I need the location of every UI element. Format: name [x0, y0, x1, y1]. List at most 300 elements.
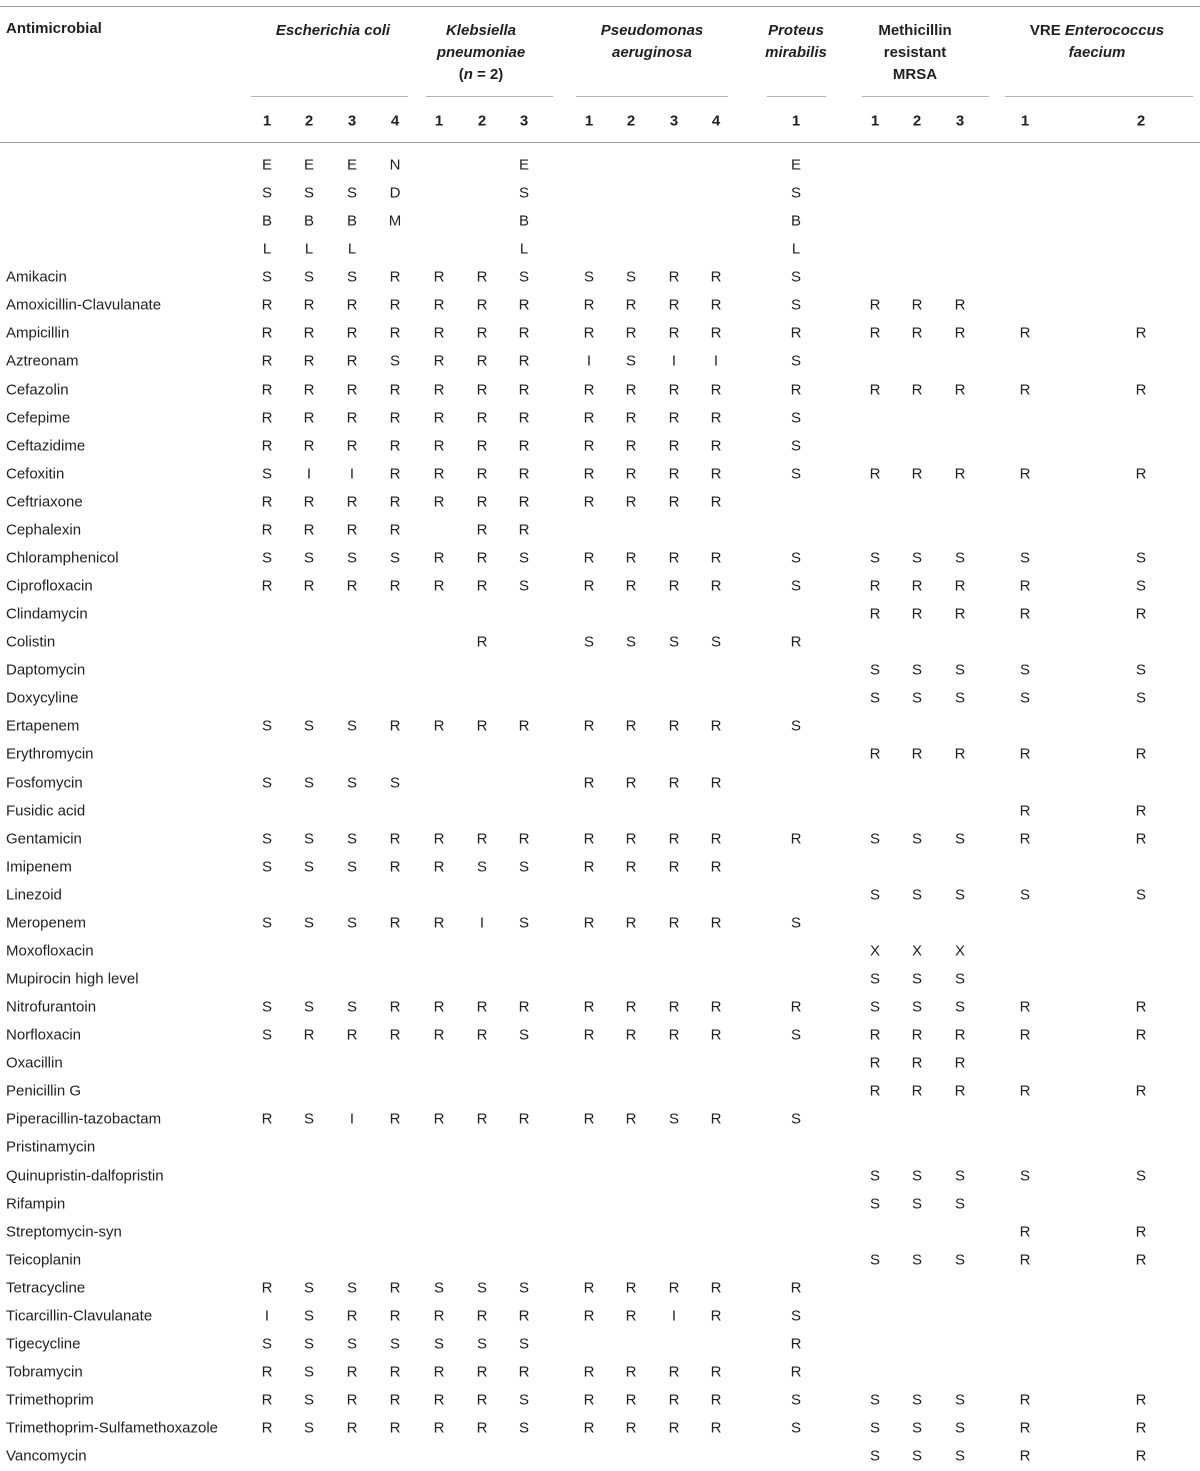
- susceptibility-cell: R: [625, 493, 637, 511]
- organism-underline: [426, 96, 553, 97]
- susceptibility-cell: R: [303, 324, 315, 342]
- susceptibility-cell: R: [710, 465, 722, 483]
- susceptibility-cell: S: [911, 830, 923, 848]
- susceptibility-cell: R: [1019, 1391, 1031, 1409]
- organism-header-ecoli: [276, 20, 390, 42]
- antimicrobial-name: Colistin: [6, 633, 56, 651]
- susceptibility-cell: B: [518, 212, 530, 230]
- antimicrobial-name: Rifampin: [6, 1195, 66, 1213]
- susceptibility-cell: R: [518, 409, 530, 427]
- antimicrobial-name: Linezoid: [6, 886, 62, 904]
- antimicrobial-name: Clindamycin: [6, 605, 88, 623]
- susceptibility-cell: R: [583, 914, 595, 932]
- susceptibility-cell: R: [476, 1363, 488, 1381]
- isolate-header: 2: [912, 112, 922, 130]
- susceptibility-cell: R: [710, 1307, 722, 1325]
- susceptibility-cell: R: [1019, 324, 1031, 342]
- organism-header-text: = 2): [472, 66, 504, 83]
- susceptibility-cell: R: [911, 745, 923, 763]
- susceptibility-cell: R: [668, 465, 680, 483]
- susceptibility-cell: S: [346, 914, 358, 932]
- susceptibility-cell: R: [261, 577, 273, 595]
- antimicrobial-name: Vancomycin: [6, 1447, 87, 1465]
- susceptibility-cell: S: [261, 465, 273, 483]
- susceptibility-cell: R: [346, 324, 358, 342]
- susceptibility-cell: R: [583, 409, 595, 427]
- susceptibility-cell: S: [518, 577, 530, 595]
- organism-header-line: [1030, 42, 1164, 64]
- susceptibility-cell: S: [954, 689, 966, 707]
- susceptibility-cell: R: [710, 324, 722, 342]
- susceptibility-cell: R: [389, 1363, 401, 1381]
- susceptibility-cell: R: [710, 774, 722, 792]
- susceptibility-cell: R: [1019, 802, 1031, 820]
- susceptibility-cell: R: [668, 409, 680, 427]
- organism-header-text: n: [463, 66, 473, 83]
- susceptibility-cell: R: [583, 577, 595, 595]
- susceptibility-cell: S: [346, 717, 358, 735]
- susceptibility-cell: R: [869, 1082, 881, 1100]
- susceptibility-cell: S: [911, 1391, 923, 1409]
- susceptibility-cell: R: [1019, 1251, 1031, 1269]
- susceptibility-cell: I: [264, 1307, 270, 1325]
- isolate-header: 1: [1020, 112, 1030, 130]
- susceptibility-cell: S: [1135, 1167, 1147, 1185]
- organism-underline: [251, 96, 408, 97]
- susceptibility-cell: R: [954, 745, 966, 763]
- susceptibility-cell: S: [790, 352, 802, 370]
- susceptibility-cell: R: [433, 409, 445, 427]
- susceptibility-cell: R: [389, 296, 401, 314]
- susceptibility-cell: R: [710, 830, 722, 848]
- susceptibility-cell: S: [303, 1419, 315, 1437]
- susceptibility-cell: R: [389, 268, 401, 286]
- antimicrobial-name: Ciprofloxacin: [6, 577, 93, 595]
- susceptibility-cell: R: [1135, 998, 1147, 1016]
- susceptibility-cell: S: [954, 1391, 966, 1409]
- antimicrobial-name: Fosfomycin: [6, 774, 83, 792]
- susceptibility-cell: I: [479, 914, 485, 932]
- susceptibility-cell: R: [518, 296, 530, 314]
- susceptibility-cell: R: [710, 381, 722, 399]
- susceptibility-cell: R: [869, 324, 881, 342]
- susceptibility-cell: R: [911, 465, 923, 483]
- isolate-header: 1: [584, 112, 594, 130]
- organism-header-line: [437, 42, 525, 64]
- susceptibility-cell: R: [346, 1363, 358, 1381]
- susceptibility-cell: R: [261, 352, 273, 370]
- susceptibility-cell: R: [668, 1419, 680, 1437]
- top-rule: [0, 6, 1200, 7]
- antimicrobial-name: Cefepime: [6, 409, 71, 427]
- susceptibility-cell: R: [433, 830, 445, 848]
- susceptibility-cell: S: [303, 998, 315, 1016]
- susceptibility-cell: R: [790, 1363, 802, 1381]
- antimicrobial-name: Gentamicin: [6, 830, 82, 848]
- susceptibility-cell: S: [1135, 577, 1147, 595]
- susceptibility-cell: S: [583, 633, 595, 651]
- organism-header-line: [437, 64, 525, 86]
- susceptibility-cell: S: [1135, 661, 1147, 679]
- susceptibility-cell: S: [954, 1447, 966, 1465]
- susceptibility-cell: R: [625, 549, 637, 567]
- antimicrobial-name: Pristinamycin: [6, 1138, 96, 1156]
- susceptibility-cell: R: [625, 717, 637, 735]
- susceptibility-cell: R: [303, 352, 315, 370]
- susceptibility-cell: R: [1019, 1223, 1031, 1241]
- susceptibility-cell: R: [518, 1110, 530, 1128]
- susceptibility-cell: S: [1019, 1167, 1031, 1185]
- susceptibility-cell: R: [668, 774, 680, 792]
- susceptibility-cell: R: [476, 268, 488, 286]
- susceptibility-cell: R: [1135, 605, 1147, 623]
- susceptibility-cell: R: [433, 493, 445, 511]
- susceptibility-cell: R: [710, 268, 722, 286]
- susceptibility-cell: E: [346, 156, 358, 174]
- susceptibility-cell: R: [668, 1279, 680, 1297]
- antimicrobial-name: Penicillin G: [6, 1082, 82, 1100]
- isolate-header: 1: [434, 112, 444, 130]
- susceptibility-cell: R: [869, 1054, 881, 1072]
- susceptibility-cell: R: [261, 1279, 273, 1297]
- susceptibility-cell: S: [433, 1335, 445, 1353]
- susceptibility-cell: E: [518, 156, 530, 174]
- susceptibility-cell: R: [518, 830, 530, 848]
- susceptibility-cell: R: [1019, 465, 1031, 483]
- susceptibility-cell: R: [869, 381, 881, 399]
- susceptibility-cell: R: [433, 324, 445, 342]
- antimicrobial-name: Ceftriaxone: [6, 493, 83, 511]
- susceptibility-cell: R: [1019, 605, 1031, 623]
- susceptibility-cell: S: [518, 549, 530, 567]
- susceptibility-cell: S: [303, 1335, 315, 1353]
- susceptibility-cell: S: [303, 549, 315, 567]
- susceptibility-cell: S: [911, 1251, 923, 1269]
- susceptibility-cell: S: [518, 914, 530, 932]
- susceptibility-cell: R: [710, 1026, 722, 1044]
- susceptibility-cell: R: [476, 1419, 488, 1437]
- susceptibility-cell: S: [1019, 549, 1031, 567]
- susceptibility-cell: S: [261, 858, 273, 876]
- susceptibility-cell: R: [710, 437, 722, 455]
- susceptibility-cell: S: [790, 1026, 802, 1044]
- susceptibility-cell: R: [1135, 1082, 1147, 1100]
- susceptibility-cell: S: [303, 858, 315, 876]
- susceptibility-cell: S: [583, 268, 595, 286]
- antimicrobial-name: Ticarcillin-Clavulanate: [6, 1307, 153, 1325]
- susceptibility-cell: R: [433, 858, 445, 876]
- susceptibility-cell: X: [869, 942, 881, 960]
- susceptibility-cell: R: [433, 1419, 445, 1437]
- susceptibility-cell: S: [389, 352, 401, 370]
- susceptibility-cell: R: [911, 577, 923, 595]
- susceptibility-cell: S: [303, 914, 315, 932]
- susceptibility-cell: I: [671, 352, 677, 370]
- susceptibility-cell: S: [869, 661, 881, 679]
- susceptibility-cell: R: [869, 745, 881, 763]
- antimicrobial-name: Cephalexin: [6, 521, 82, 539]
- organism-header-text: Klebsiella: [445, 22, 517, 39]
- susceptibility-cell: R: [476, 830, 488, 848]
- susceptibility-cell: S: [790, 717, 802, 735]
- antimicrobial-name: Trimethoprim-Sulfamethoxazole: [6, 1419, 219, 1437]
- organism-header-pmirabilis: [765, 20, 827, 64]
- susceptibility-cell: S: [911, 1195, 923, 1213]
- susceptibility-cell: S: [303, 1279, 315, 1297]
- susceptibility-cell: I: [713, 352, 719, 370]
- susceptibility-cell: R: [668, 437, 680, 455]
- organism-header-text: pneumoniae: [436, 44, 526, 61]
- susceptibility-cell: R: [710, 409, 722, 427]
- susceptibility-cell: R: [346, 1307, 358, 1325]
- susceptibility-cell: S: [1019, 689, 1031, 707]
- susceptibility-cell: S: [954, 970, 966, 988]
- organism-header-text: mirabilis: [765, 44, 827, 61]
- susceptibility-cell: R: [346, 1419, 358, 1437]
- susceptibility-cell: R: [583, 1279, 595, 1297]
- susceptibility-cell: R: [303, 521, 315, 539]
- susceptibility-cell: R: [346, 493, 358, 511]
- susceptibility-cell: R: [625, 1363, 637, 1381]
- susceptibility-cell: R: [668, 577, 680, 595]
- susceptibility-cell: S: [790, 1391, 802, 1409]
- susceptibility-cell: R: [583, 1026, 595, 1044]
- antimicrobial-name: Streptomycin-syn: [6, 1223, 122, 1241]
- organism-header-text: Pseudomonas: [600, 22, 704, 39]
- susceptibility-cell: R: [1019, 1447, 1031, 1465]
- susceptibility-cell: R: [710, 1279, 722, 1297]
- susceptibility-cell: S: [625, 352, 637, 370]
- susceptibility-cell: R: [911, 1054, 923, 1072]
- antimicrobial-name: Piperacillin-tazobactam: [6, 1110, 162, 1128]
- susceptibility-cell: R: [1135, 1223, 1147, 1241]
- susceptibility-cell: R: [668, 296, 680, 314]
- susceptibility-cell: R: [346, 437, 358, 455]
- col-header-antimicrobial: Antimicrobial: [6, 20, 102, 37]
- susceptibility-cell: R: [583, 465, 595, 483]
- susceptibility-cell: R: [625, 324, 637, 342]
- susceptibility-cell: B: [346, 212, 358, 230]
- susceptibility-cell: R: [433, 465, 445, 483]
- susceptibility-cell: R: [625, 1391, 637, 1409]
- susceptibility-cell: R: [911, 1082, 923, 1100]
- antimicrobial-name: Ceftazidime: [6, 437, 86, 455]
- antimicrobial-name: Aztreonam: [6, 352, 79, 370]
- susceptibility-cell: R: [518, 521, 530, 539]
- susceptibility-cell: S: [625, 633, 637, 651]
- susceptibility-cell: R: [710, 577, 722, 595]
- susceptibility-cell: R: [433, 1307, 445, 1325]
- susceptibility-cell: R: [518, 381, 530, 399]
- organism-header-line: [601, 42, 704, 64]
- susceptibility-cell: R: [710, 1419, 722, 1437]
- susceptibility-cell: S: [710, 633, 722, 651]
- susceptibility-cell: S: [1019, 886, 1031, 904]
- susceptibility-cell: R: [583, 493, 595, 511]
- susceptibility-cell: R: [583, 381, 595, 399]
- susceptibility-cell: R: [518, 1363, 530, 1381]
- antimicrobial-name: Cefoxitin: [6, 465, 65, 483]
- susceptibility-cell: R: [583, 830, 595, 848]
- susceptibility-cell: R: [710, 1391, 722, 1409]
- susceptibility-cell: S: [346, 184, 358, 202]
- susceptibility-cell: R: [625, 830, 637, 848]
- susceptibility-cell: R: [346, 352, 358, 370]
- susceptibility-cell: R: [389, 1026, 401, 1044]
- susceptibility-cell: R: [583, 717, 595, 735]
- organism-underline: [576, 96, 728, 97]
- organism-underline: [767, 96, 826, 97]
- susceptibility-cell: S: [911, 549, 923, 567]
- susceptibility-cell: R: [583, 1419, 595, 1437]
- susceptibility-cell: S: [303, 774, 315, 792]
- susceptibility-cell: S: [346, 1279, 358, 1297]
- susceptibility-cell: R: [954, 465, 966, 483]
- susceptibility-cell: R: [433, 1391, 445, 1409]
- susceptibility-cell: S: [790, 1307, 802, 1325]
- susceptibility-cell: S: [911, 661, 923, 679]
- susceptibility-cell: S: [518, 1391, 530, 1409]
- susceptibility-cell: S: [954, 830, 966, 848]
- susceptibility-cell: R: [346, 1391, 358, 1409]
- susceptibility-cell: S: [261, 1335, 273, 1353]
- susceptibility-cell: R: [583, 1110, 595, 1128]
- susceptibility-cell: S: [869, 689, 881, 707]
- susceptibility-cell: R: [433, 1363, 445, 1381]
- susceptibility-cell: R: [476, 633, 488, 651]
- susceptibility-cell: S: [869, 549, 881, 567]
- antimicrobial-name: Amoxicillin-Clavulanate: [6, 296, 162, 314]
- organism-header-line: [437, 20, 525, 42]
- isolate-header: 4: [711, 112, 721, 130]
- susceptibility-cell: L: [262, 240, 272, 258]
- susceptibility-cell: R: [1019, 577, 1031, 595]
- susceptibility-cell: R: [389, 1307, 401, 1325]
- antimicrobial-name: Meropenem: [6, 914, 87, 932]
- susceptibility-cell: R: [1019, 1026, 1031, 1044]
- susceptibility-cell: S: [476, 1335, 488, 1353]
- susceptibility-cell: R: [476, 437, 488, 455]
- susceptibility-cell: R: [389, 858, 401, 876]
- susceptibility-cell: R: [790, 998, 802, 1016]
- susceptibility-cell: R: [389, 409, 401, 427]
- susceptibility-cell: R: [668, 1026, 680, 1044]
- susceptibility-cell: S: [869, 1195, 881, 1213]
- susceptibility-cell: R: [433, 914, 445, 932]
- susceptibility-cell: R: [389, 577, 401, 595]
- susceptibility-cell: S: [911, 1419, 923, 1437]
- susceptibility-cell: R: [790, 1335, 802, 1353]
- susceptibility-cell: R: [476, 549, 488, 567]
- susceptibility-cell: R: [583, 1391, 595, 1409]
- organism-header-line: [878, 64, 951, 86]
- isolate-header: 1: [262, 112, 272, 130]
- susceptibility-cell: R: [476, 1307, 488, 1325]
- susceptibility-cell: R: [433, 1110, 445, 1128]
- susceptibility-cell: R: [1019, 745, 1031, 763]
- susceptibility-cell: R: [433, 717, 445, 735]
- susceptibility-cell: S: [790, 1419, 802, 1437]
- susceptibility-cell: R: [1135, 1026, 1147, 1044]
- susceptibility-cell: R: [668, 1363, 680, 1381]
- susceptibility-cell: R: [1019, 1082, 1031, 1100]
- susceptibility-cell: R: [710, 1110, 722, 1128]
- susceptibility-cell: S: [954, 549, 966, 567]
- susceptibility-cell: R: [433, 268, 445, 286]
- susceptibility-cell: R: [954, 605, 966, 623]
- susceptibility-cell: R: [583, 1363, 595, 1381]
- susceptibility-cell: S: [303, 268, 315, 286]
- susceptibility-cell: S: [869, 830, 881, 848]
- antimicrobial-name: Fusidic acid: [6, 802, 86, 820]
- susceptibility-cell: R: [303, 409, 315, 427]
- susceptibility-cell: I: [586, 352, 592, 370]
- susceptibility-cell: S: [1135, 689, 1147, 707]
- susceptibility-cell: R: [790, 381, 802, 399]
- organism-header-text: Methicillin: [878, 22, 952, 39]
- isolate-header: 2: [626, 112, 636, 130]
- susceptibility-cell: I: [349, 1110, 355, 1128]
- susceptibility-cell: R: [954, 296, 966, 314]
- susceptibility-cell: R: [625, 465, 637, 483]
- susceptibility-cell: L: [791, 240, 801, 258]
- susceptibility-cell: S: [790, 1110, 802, 1128]
- susceptibility-cell: S: [954, 1167, 966, 1185]
- susceptibility-cell: R: [911, 324, 923, 342]
- susceptibility-cell: S: [954, 886, 966, 904]
- susceptibility-cell: R: [954, 1054, 966, 1072]
- susceptibility-cell: R: [1135, 1447, 1147, 1465]
- susceptibility-cell: R: [476, 324, 488, 342]
- susceptibility-cell: S: [911, 998, 923, 1016]
- susceptibility-cell: R: [668, 998, 680, 1016]
- susceptibility-cell: S: [518, 858, 530, 876]
- susceptibility-cell: R: [389, 1110, 401, 1128]
- organism-header-line: [878, 20, 951, 42]
- susceptibility-cell: X: [954, 942, 966, 960]
- susceptibility-cell: R: [869, 577, 881, 595]
- susceptibility-cell: S: [954, 1419, 966, 1437]
- susceptibility-cell: R: [625, 296, 637, 314]
- susceptibility-cell: R: [790, 830, 802, 848]
- susceptibility-cell: R: [433, 1026, 445, 1044]
- susceptibility-cell: R: [668, 830, 680, 848]
- susceptibility-cell: R: [303, 493, 315, 511]
- susceptibility-cell: R: [433, 437, 445, 455]
- susceptibility-cell: R: [389, 381, 401, 399]
- susceptibility-cell: S: [346, 830, 358, 848]
- susceptibility-cell: S: [303, 1363, 315, 1381]
- susceptibility-cell: R: [433, 549, 445, 567]
- susceptibility-cell: R: [668, 1391, 680, 1409]
- susceptibility-cell: R: [518, 437, 530, 455]
- organism-header-line: [878, 42, 951, 64]
- antimicrobial-name: Doxycyline: [6, 689, 79, 707]
- susceptibility-cell: R: [389, 465, 401, 483]
- susceptibility-cell: R: [869, 605, 881, 623]
- susceptibility-cell: S: [790, 549, 802, 567]
- susceptibility-cell: R: [389, 717, 401, 735]
- susceptibility-cell: S: [790, 184, 802, 202]
- susceptibility-cell: B: [303, 212, 315, 230]
- susceptibility-cell: L: [519, 240, 529, 258]
- antimicrobial-name: Tetracycline: [6, 1279, 86, 1297]
- susceptibility-cell: S: [790, 296, 802, 314]
- susceptibility-cell: R: [625, 858, 637, 876]
- susceptibility-cell: R: [261, 437, 273, 455]
- susceptibility-cell: R: [389, 324, 401, 342]
- susceptibility-cell: R: [583, 549, 595, 567]
